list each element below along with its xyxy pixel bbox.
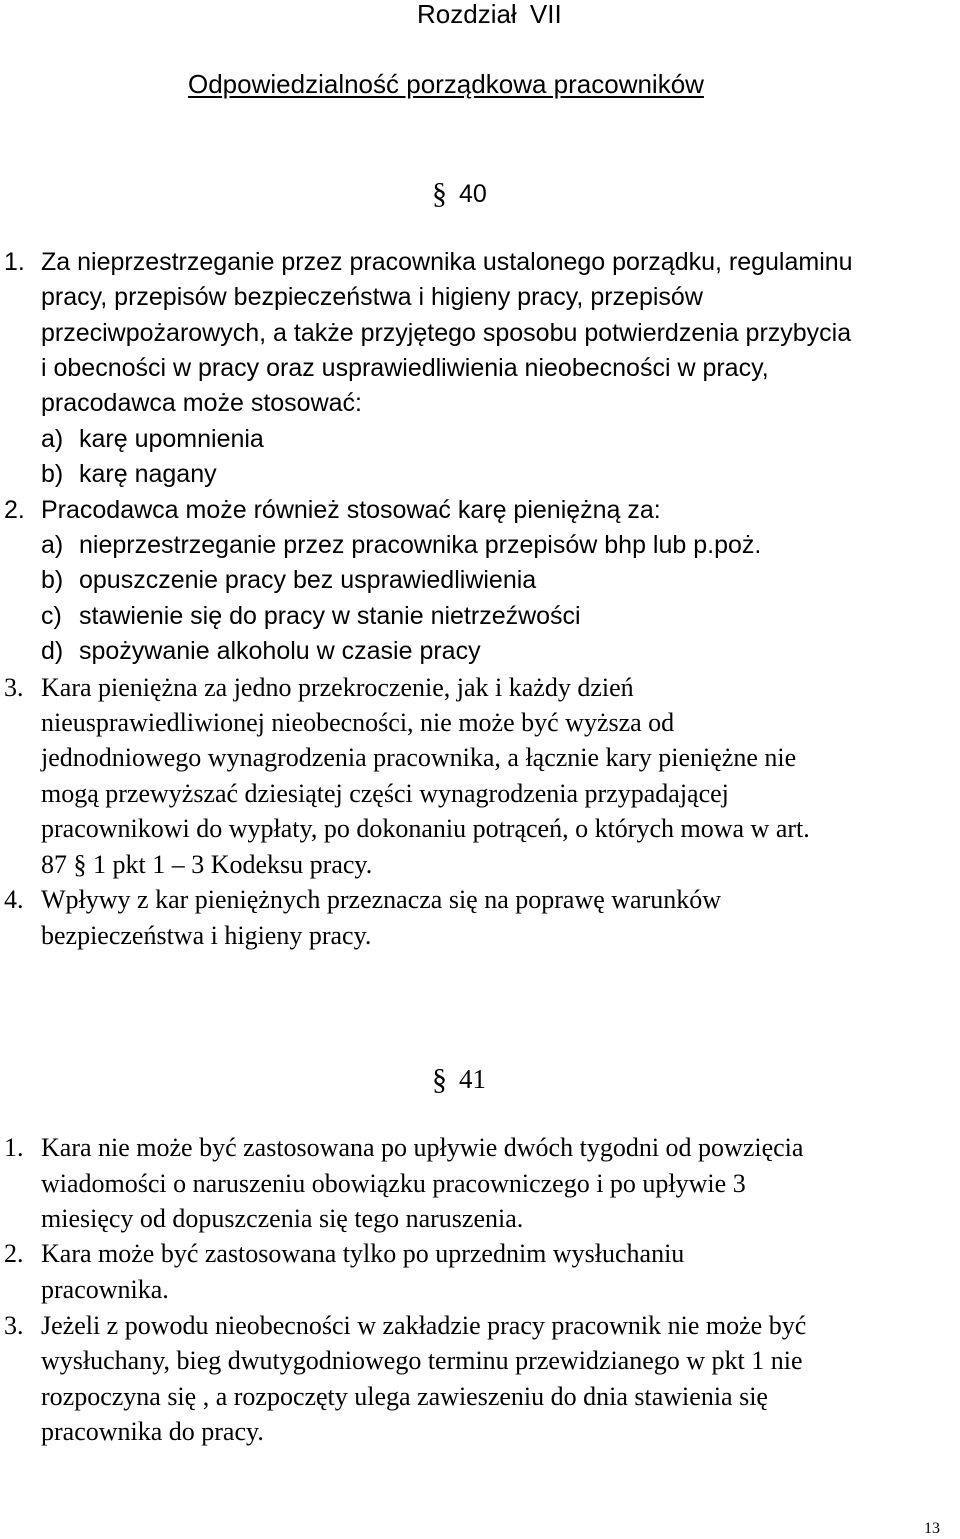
- sub-item-text: stawienie się do pracy w stanie nietrzeźwości: [79, 602, 581, 630]
- text-line: Kara może być zastosowana tylko po uprzednim wysłuchaniu: [41, 1239, 685, 1268]
- chapter-heading: Odpowiedzialność porządkowa pracowników: [188, 69, 704, 99]
- text-line: 87 § 1 pkt 1 – 3 Kodeksu pracy.: [41, 850, 373, 879]
- sub-item-letter: c): [41, 602, 62, 630]
- section-number: 41: [459, 1064, 486, 1094]
- text-line: nieusprawiedliwionej nieobecności, nie może być wyższa od: [41, 708, 675, 737]
- sub-item-letter: a): [41, 425, 64, 453]
- text-line: wiadomości o naruszeniu obowiązku pracowniczego i po upływie 3: [41, 1169, 746, 1198]
- text-line: przeciwpożarowych, a także przyjętego sposobu potwierdzenia przybycia: [41, 319, 852, 347]
- text-line: pracownika.: [41, 1275, 169, 1304]
- item-number: 2.: [4, 1239, 24, 1268]
- item-number: 2.: [4, 496, 25, 524]
- text-line: miesięcy od dopuszczenia się tego naruszenia.: [41, 1204, 524, 1233]
- item-number: 3.: [4, 1311, 24, 1340]
- text-line: Za nieprzestrzeganie przez pracownika ustalonego porządku, regulaminu: [41, 248, 853, 276]
- item-number: 1.: [4, 248, 25, 276]
- sub-item: [41, 568, 536, 593]
- sub-item-text: karę nagany: [79, 460, 217, 488]
- sub-item-letter: a): [41, 531, 64, 559]
- sub-item: [41, 533, 761, 558]
- text-line: Jeżeli z powodu nieobecności w zakładzie pracy pracownik nie może być: [41, 1311, 807, 1340]
- text-line: pracownika do pracy.: [41, 1417, 264, 1446]
- text-line: mogą przewyższać dziesiątej części wynagrodzenia przypadającej: [41, 779, 729, 808]
- text-line: Pracodawca może również stosować karę pieniężną za:: [41, 496, 661, 524]
- text-line: jednodniowego wynagrodzenia pracownika, a łącznie kary pieniężne nie: [41, 743, 797, 772]
- text-line: pracodawca może stosować:: [41, 389, 362, 417]
- sub-item-text: karę upomnienia: [79, 425, 264, 453]
- text-line: bezpieczeństwa i higieny pracy.: [41, 921, 372, 950]
- sub-item-text: spożywanie alkoholu w czasie pracy: [79, 637, 481, 665]
- section-40-heading: [432, 178, 487, 208]
- text-line: wysłuchany, bieg dwutygodniowego terminu przewidzianego w pkt 1 nie: [41, 1346, 803, 1375]
- sub-item: [41, 604, 581, 629]
- sub-item-text: nieprzestrzeganie przez pracownika przepisów bhp lub p.poż.: [79, 531, 762, 559]
- sub-item-text: opuszczenie pracy bez usprawiedliwienia: [79, 566, 537, 594]
- sub-item-letter: d): [41, 637, 64, 665]
- text-line: i obecności w pracy oraz usprawiedliwienia nieobecności w pracy,: [41, 354, 769, 382]
- text-line: pracownikowi do wypłaty, po dokonaniu potrąceń, o których mowa w art.: [41, 814, 810, 843]
- section-sign: §: [432, 1063, 447, 1096]
- item-number: 4.: [4, 885, 24, 914]
- sub-item: [41, 427, 264, 452]
- sub-item-letter: b): [41, 460, 64, 488]
- section-sign: §: [432, 177, 447, 210]
- section-number: 40: [459, 180, 487, 208]
- text-line: rozpoczyna się , a rozpoczęty ulega zawieszeniu do dnia stawienia się: [41, 1382, 768, 1411]
- page-number: 13: [924, 1520, 940, 1537]
- sub-item-letter: b): [41, 566, 64, 594]
- section-41-heading: [432, 1064, 486, 1094]
- item-number: 3.: [4, 673, 24, 702]
- item-number: 1.: [4, 1133, 24, 1162]
- text-line: Wpływy z kar pieniężnych przeznacza się na poprawę warunków: [41, 885, 722, 914]
- chapter-title: Rozdział VII: [417, 0, 562, 29]
- text-line: pracy, przepisów bezpieczeństwa i higieny pracy, przepisów: [41, 283, 703, 311]
- sub-item: [41, 462, 217, 487]
- text-line: Kara pieniężna za jedno przekroczenie, jak i każdy dzień: [41, 673, 634, 702]
- sub-item: [41, 639, 481, 664]
- text-line: Kara nie może być zastosowana po upływie dwóch tygodni od powzięcia: [41, 1133, 804, 1162]
